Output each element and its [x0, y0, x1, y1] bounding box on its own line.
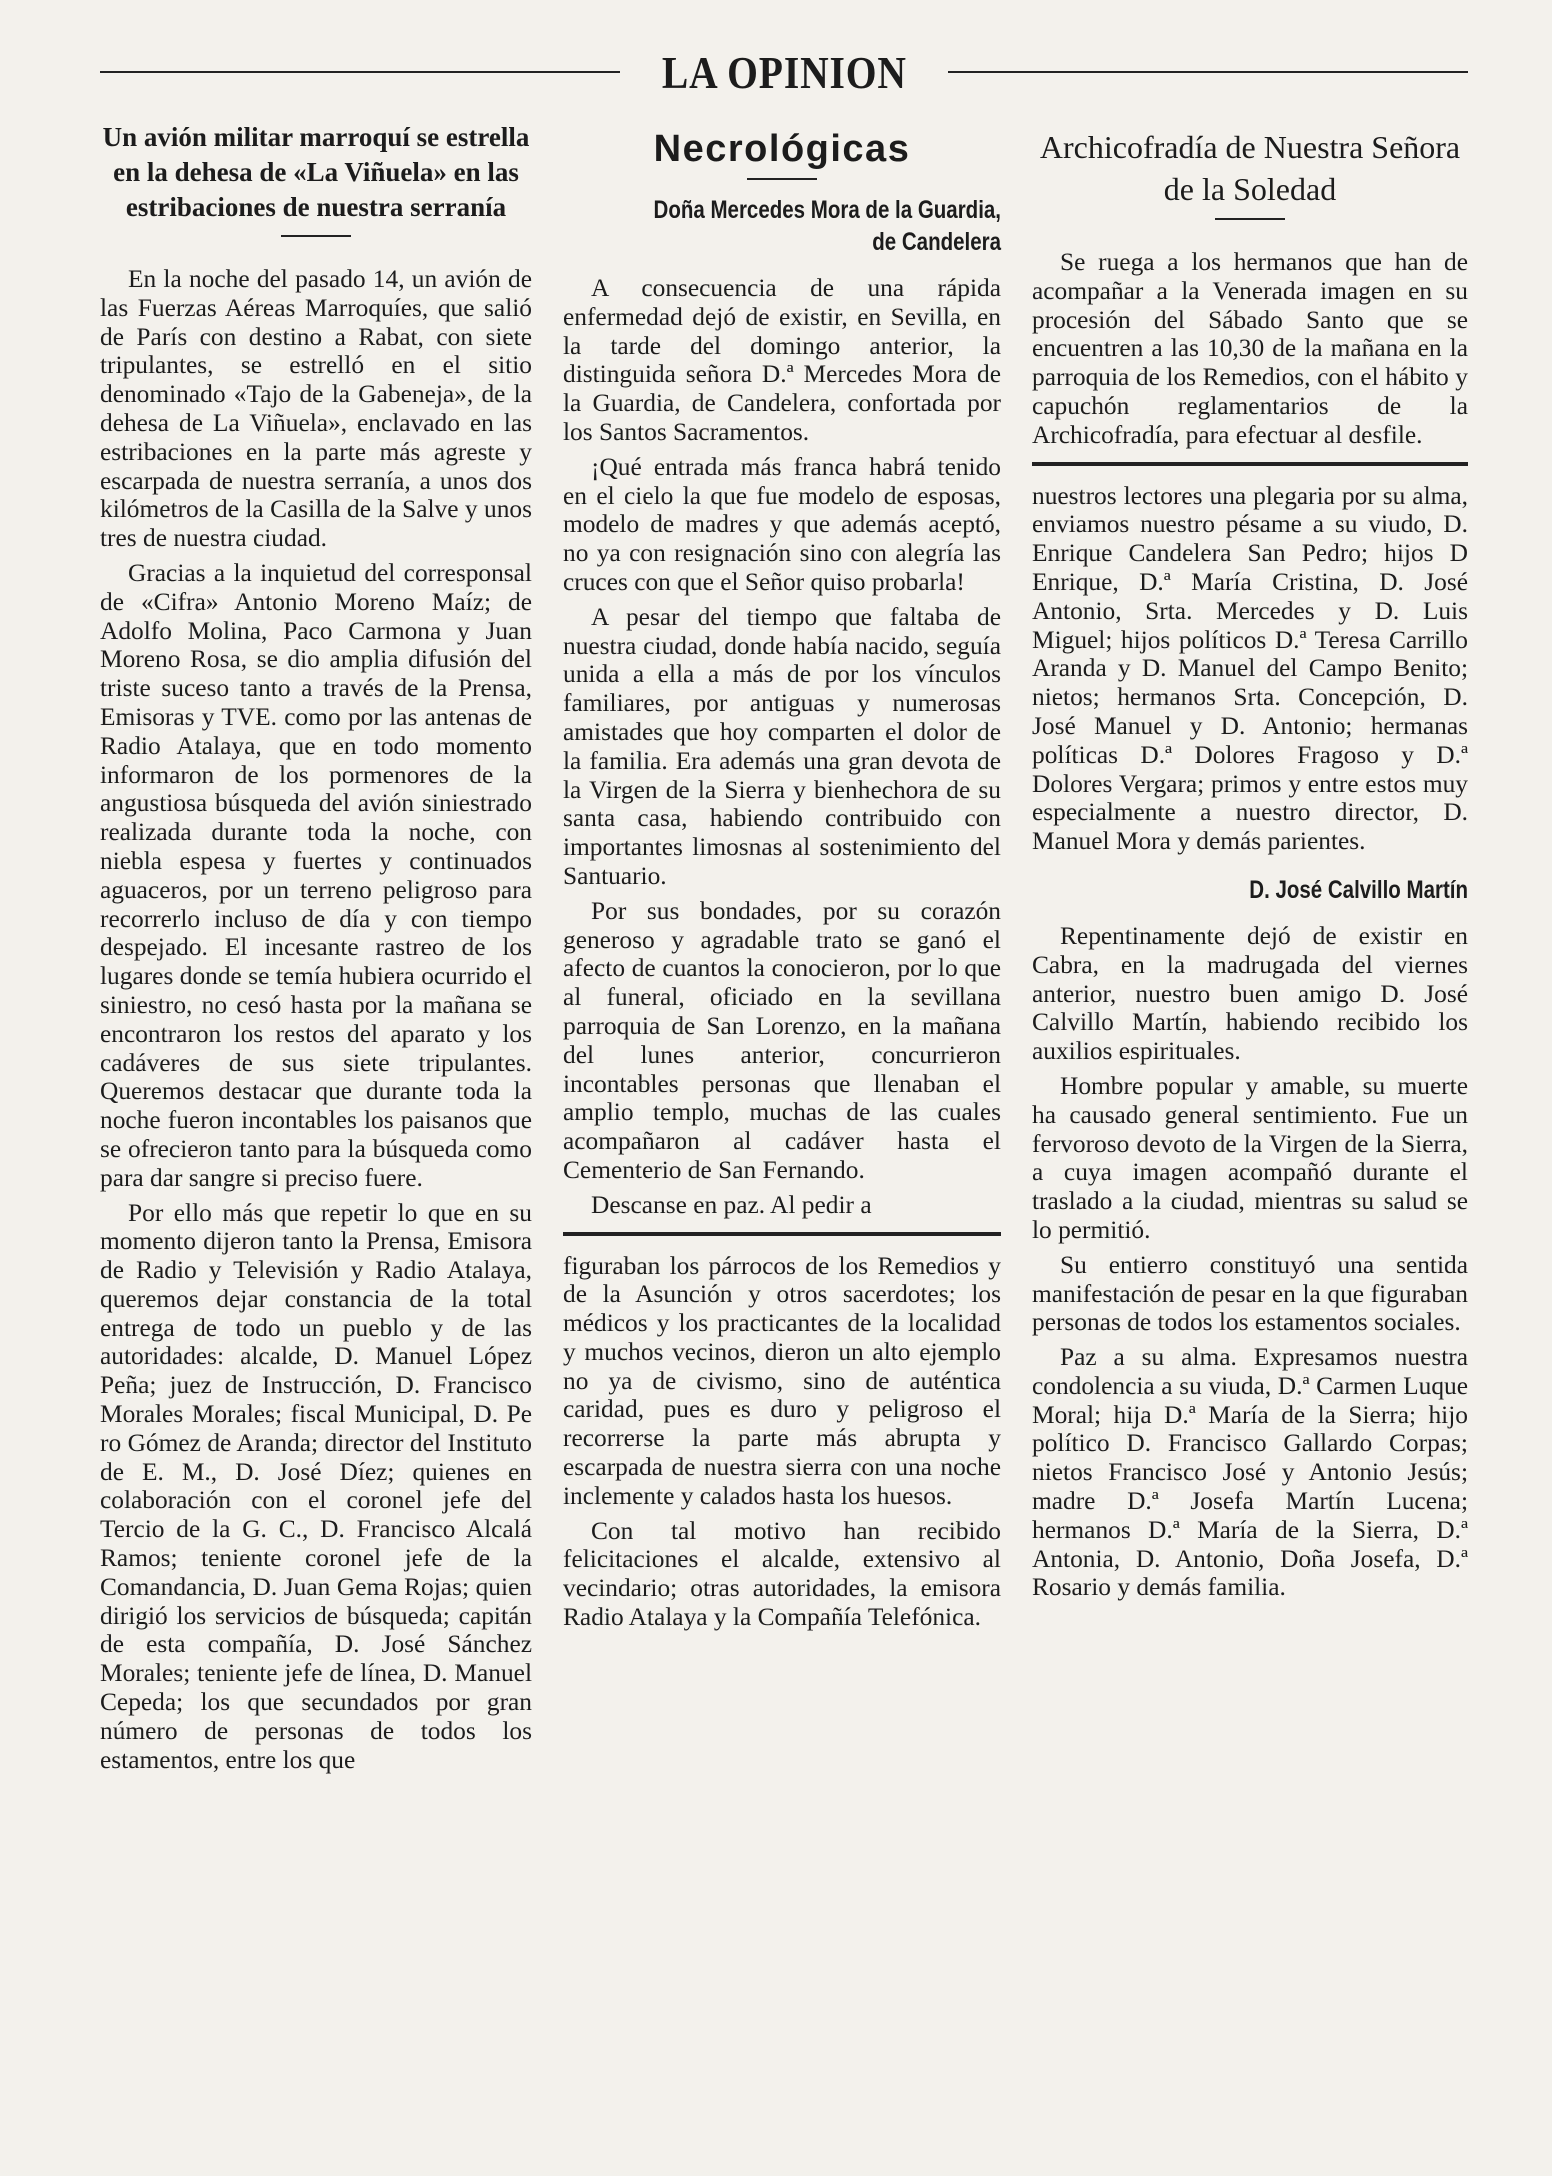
section-rule [1032, 462, 1468, 466]
paragraph: Gracias a la inquietud del corresponsal de «Cifra» Antonio Moreno Maíz; de Adolfo Molina, Paco Carmona y Juan Moreno Rosa, se dio amplia difusión del triste suceso tanto a través de la Prensa, Emisoras y TVE. como por las antenas de Radio Atalaya, que en todo momento informaron de los pormenores de la angustiosa búsqueda del avión siniestrado realizada durante toda la noche, con niebla espesa y fuertes y continuados aguaceros, por un terreno peligroso para recorrerlo incluso de día y con tiempo despejado. El incesante rastreo de los lugares donde se temía hubiera ocurrido el siniestro, no cesó hasta por la mañana se encontraron los restos del aparato y los cadáveres de sus siete tripulantes. Queremos destacar que durante toda la noche fueron incontables los paisanos que se ofrecieron tanto para la búsqueda como para dar sangre si preciso fuere. [100, 558, 532, 1192]
column-2 [563, 120, 1001, 1638]
paragraph: nuestros lectores una plegaria por su alma, enviamos nuestro pésame a su viudo, D. Enrique Candelera San Pedro; hijos D Enrique, D.ª María Cristina, D. José Antonio, Srta. Mercedes y D. Luis Miguel; hijos políticos D.ª Teresa Carrillo Aranda y D. Manuel del Campo Benito; nietos; hermanos Srta. Concepción, D. José Manuel y D. Antonio; hermanas políticas D.ª Dolores Fragoso y D.ª Dolores Vergara; primos y entre estos muy especialmente a nuestro director, D. Manuel Mora y demás parientes. [1032, 481, 1468, 856]
paragraph: Por ello más que repetir lo que en su momento dijeron tanto la Prensa, Emisora de Radio y Televisión y Radio Atalaya, queremos dejar constancia de la total entrega de todo un pueblo y de las autoridades: alcalde, D. Manuel López Peña; juez de Instrucción, D. Francisco Morales Morales; fiscal Municipal, D. Pe ro Gómez de Aranda; director del Instituto de E. M., D. José Díez; quienes en colaboración con el coronel jefe del Tercio de la G. C., D. Francisco Alcalá Ramos; teniente coronel jefe de la Comandancia, D. Juan Gema Rojas; quien dirigió los servicios de búsqueda; capitán de esta compañía, D. José Sánchez Morales; teniente jefe de línea, D. Manuel Cepeda; los que secundados por gran número de personas de todos los estamentos, entre los que [100, 1198, 532, 1774]
paragraph: A pesar del tiempo que faltaba de nuestra ciudad, donde había nacido, seguía unida a ella a más de por los vínculos familiares, por antiguas y numerosas amistades que hoy comparten el dolor de la familia. Era además una gran devota de la Virgen de la Sierra y bienhechora de su santa casa, habiendo contribuido con importantes limosnas al sostenimiento del Santuario. [563, 602, 1001, 890]
paragraph: Paz a su alma. Expresamos nuestra condolencia a su viuda, D.ª Carmen Luque Moral; hija D.ª María de la Sierra; hijo político D. Francisco Gallardo Corpas; nietos Francisco José y Antonio Jesús; madre D.ª Josefa Martín Lucena; hermanos D.ª María de la Sierra, D.ª Antonia, D. Antonio, Doña Josefa, D.ª Rosario y demás familia. [1032, 1343, 1468, 1602]
column-1 [100, 120, 532, 1780]
paragraph: figuraban los párrocos de los Remedios y de la Asunción y otros sacerdotes; los médicos y los practicantes de la localidad y muchos vecinos, dieron un alto ejemplo no ya de civismo, sino de auténtica caridad, pues es duro y peligroso el recorrerse la parte más abrupta y escarpada de nuestra sierra con una noche inclemente y calados hasta los huesos. [563, 1251, 1001, 1510]
paragraph: Su entierro constituyó una sentida manifestación de pesar en la que figuraban personas de todos los estamentos sociales. [1032, 1250, 1468, 1337]
section-headline-necrologicas: Necrológicas [653, 128, 911, 170]
paragraph: Por sus bondades, por su corazón generoso y agradable trato se ganó el afecto de cuantos la conocieron, por lo que al funeral, oficiado en la sevillana parroquia de San Lorenzo, en la mañana del lunes anterior, concurrieron incontables personas que llenaban el amplio templo, muchas de las cuales acompañaron al cadáver hasta el Cementerio de San Fernando. [563, 896, 1001, 1184]
article-headline-avion: Un avión militar marroquí se estrella en la dehesa de «La Viñuela» en las estribaciones de nuestra serranía [102, 122, 530, 222]
header-rule-left [100, 71, 620, 73]
paragraph: En la noche del pasado 14, un avión de las Fuerzas Aéreas Marroquíes, que salió de París con destino a Rabat, con siete tripulantes, se estrelló en el sitio denominado «Tajo de la Gabeneja», de la dehesa de La Viñuela», enclavado en las estribaciones en la parte más agreste y escarpada de nuestra serranía, a unos dos kilómetros de la Casilla de la Salve y unos tres de nuestra ciudad. [100, 265, 532, 553]
headline-divider [1215, 218, 1285, 220]
header-rule-right [948, 71, 1468, 73]
paragraph: Con tal motivo han recibido felicitaciones el alcalde, extensivo al vecindario; otras autoridades, la emisora Radio Atalaya y la Compañía Telefónica. [563, 1516, 1001, 1632]
obituary-subhead-calvillo: D. José Calvillo Martín [1249, 875, 1468, 904]
paragraph: Se ruega a los hermanos que han de acompañar a la Venerada imagen en su procesión del Sábado Santo que se encuentren a las 10,30 de la mañana en la parroquia de los Remedios, con el hábito y capuchón reglamentarios de la Archicofradía, para efectuar al desfile. [1032, 248, 1468, 449]
paragraph: ¡Qué entrada más franca habrá tenido en el cielo la que fue modelo de esposas, modelo de madres y que además aceptó, no ya con resignación sino con alegría las cruces con que el Señor quiso probarla! [563, 452, 1001, 596]
headline-divider [747, 178, 817, 180]
headline-divider [281, 235, 351, 237]
page-title: LA OPINION [661, 46, 907, 98]
obituary-subhead-mercedes: Doña Mercedes Mora de la Guardia, de Candelera [653, 196, 1001, 256]
article-headline-archicofradia: Archicofradía de Nuestra Señora de la Soledad [1039, 129, 1461, 207]
page-header [100, 44, 1468, 100]
section-rule [563, 1232, 1001, 1236]
column-3 [1032, 120, 1468, 1608]
paragraph: Descanse en paz. Al pedir a [591, 1190, 872, 1219]
paragraph: Repentinamente dejó de existir en Cabra, en la madrugada del viernes anterior, nuestro buen amigo D. José Calvillo Martín, habiendo recibido los auxilios espirituales. [1032, 921, 1468, 1066]
paragraph: Hombre popular y amable, su muerte ha causado general sentimiento. Fue un fervoroso devoto de la Virgen de la Sierra, a cuya imagen acompañó durante el traslado a la ciudad, mientras su salud se lo permitió. [1032, 1071, 1468, 1244]
paragraph: A consecuencia de una rápida enfermedad dejó de existir, en Sevilla, en la tarde del domingo anterior, la distinguida señora D.ª Mercedes Mora de la Guardia, de Candelera, confortada por los Santos Sacramentos. [563, 274, 1001, 446]
